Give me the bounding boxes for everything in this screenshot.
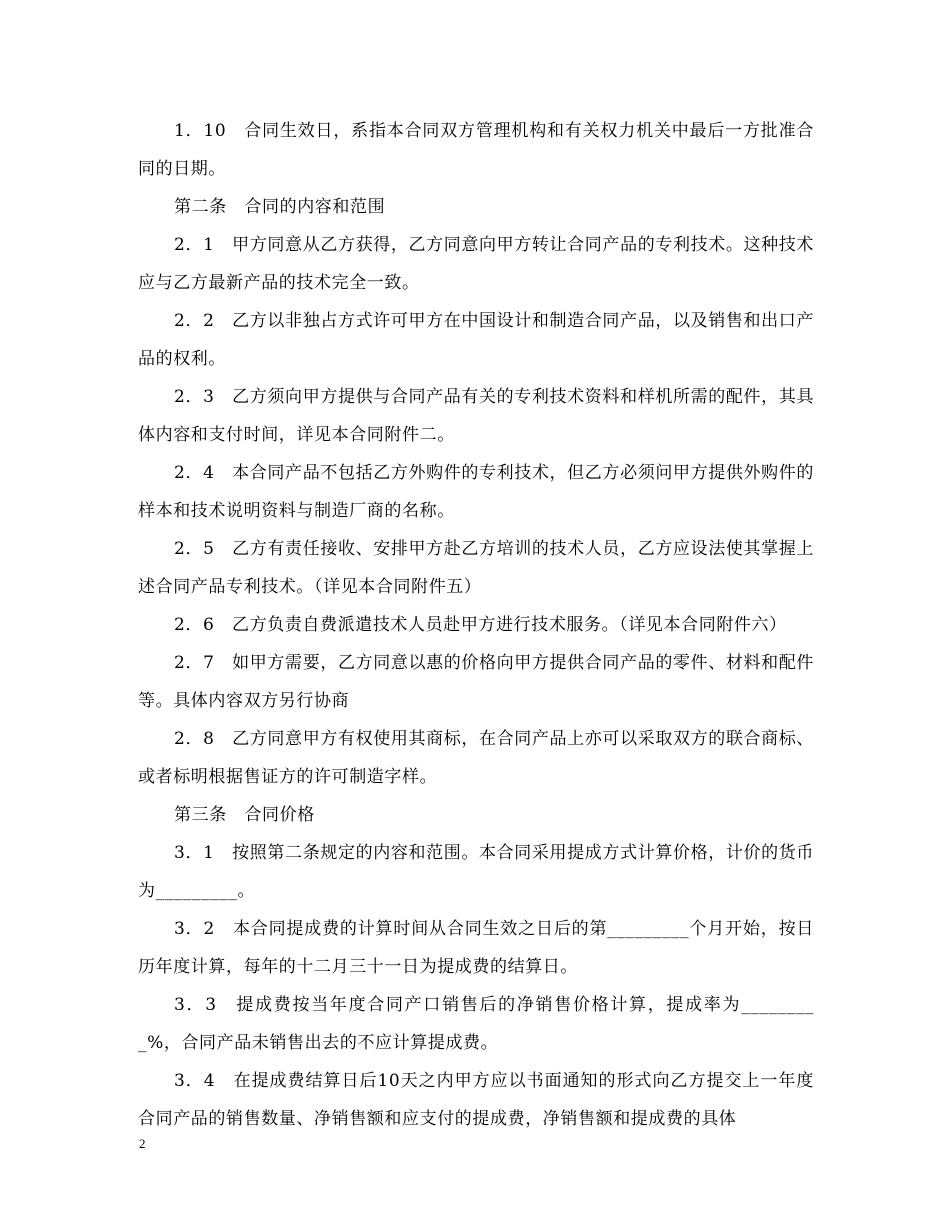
paragraph-2-1: 2．1 甲方同意从乙方获得，乙方同意向甲方转让合同产品的专利技术。这种技术应与乙方最新产品的技术完全一致。	[138, 235, 814, 293]
paragraph-3-3: 3．3 提成费按当年度合同产口销售后的净销售价格计算，提成率为_________%，合同产品未销售出去的不应计算提成费。	[138, 995, 814, 1053]
paragraph-3-1: 3．1 按照第二条规定的内容和范围。本合同采用提成方式计算价格，计价的货币为_________。	[138, 843, 814, 901]
paragraph-2-2: 2．2 乙方以非独占方式许可甲方在中国设计和制造合同产品，以及销售和出口产品的权利。	[138, 311, 814, 369]
paragraph-3-4: 3．4 在提成费结算日后10天之内甲方应以书面通知的形式向乙方提交上一年度合同产品的销售数量、净销售额和应支付的提成费，净销售额和提成费的具体	[138, 1071, 814, 1129]
article-2-heading: 第二条 合同的内容和范围	[174, 197, 386, 217]
paragraph-2-8: 2．8 乙方同意甲方有权使用其商标，在合同产品上亦可以采取双方的联合商标、或者标明根据售证方的许可制造字样。	[138, 729, 814, 787]
paragraph-3-2: 3．2 本合同提成费的计算时间从合同生效之日后的第_________个月开始，按日历年度计算，每年的十二月三十一日为提成费的结算日。	[138, 919, 814, 977]
paragraph-2-7: 2．7 如甲方需要，乙方同意以惠的价格向甲方提供合同产品的零件、材料和配件等。具体内容双方另行协商	[138, 653, 814, 711]
paragraph-2-5: 2．5 乙方有责任接收、安排甲方赴乙方培训的技术人员，乙方应设法使其掌握上述合同产品专利技术。（详见本合同附件五）	[138, 539, 814, 597]
paragraph-2-6: 2．6 乙方负责自费派遣技术人员赴甲方进行技术服务。（详见本合同附件六）	[174, 615, 787, 635]
paragraph-2-3: 2．3 乙方须向甲方提供与合同产品有关的专利技术资料和样机所需的配件，其具体内容和支付时间，详见本合同附件二。	[138, 387, 814, 445]
paragraph-2-4: 2．4 本合同产品不包括乙方外购件的专利技术，但乙方必须问甲方提供外购件的样本和技术说明资料与制造厂商的名称。	[138, 463, 814, 521]
document-page	[138, 112, 814, 1138]
article-3-heading: 第三条 合同价格	[174, 805, 315, 825]
paragraph-1-10: 1．10 合同生效日，系指本合同双方管理机构和有关权力机关中最后一方批准合同的日期。	[138, 121, 814, 179]
page-number: 2	[139, 1136, 146, 1151]
